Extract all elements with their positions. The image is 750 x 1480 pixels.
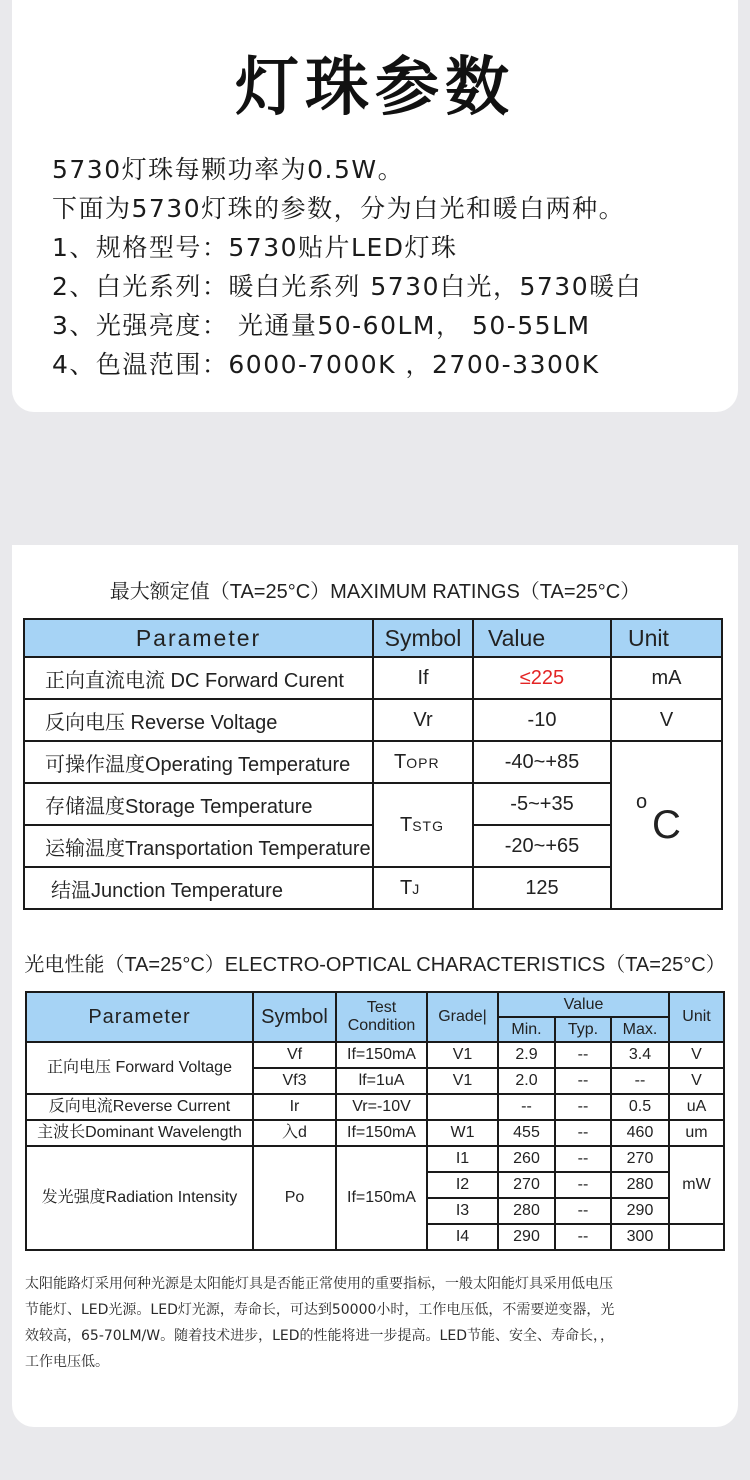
intro-line: 5730灯珠每颗功率为0.5W。 (52, 155, 405, 184)
max-cell: 280 (611, 1172, 669, 1198)
table-row (26, 1120, 724, 1146)
min-cell: 2.9 (498, 1042, 555, 1068)
typ-cell: -- (555, 1094, 611, 1120)
grade-cell: I4 (427, 1224, 498, 1250)
eo-table (25, 991, 725, 1251)
header-test-line2: Condition (347, 1017, 416, 1034)
table-row (24, 657, 722, 699)
symbol-cell (373, 741, 473, 783)
max-cell: 300 (611, 1224, 669, 1250)
param-cell: 可操作温度Operating Temperature (24, 741, 373, 783)
value-cell: -5~+35 (473, 783, 611, 825)
grade-cell: I3 (427, 1198, 498, 1224)
condition-cell: If=150mA (336, 1042, 427, 1068)
grade-cell: V1 (427, 1068, 498, 1094)
header-symbol: Symbol (253, 992, 336, 1042)
param-cell: 发光强度Radiation Intensity (26, 1146, 253, 1250)
header-value: Value (473, 619, 611, 657)
celsius-unit (636, 790, 681, 847)
symbol-cell: Vf3 (253, 1068, 336, 1094)
param-cell: 正向电压 Forward Voltage (26, 1042, 253, 1094)
max-cell: -- (611, 1068, 669, 1094)
symbol-main: T (394, 750, 407, 773)
condition-cell: lf=1uA (336, 1068, 427, 1094)
unit-cell: mW (669, 1146, 724, 1224)
max-cell: 3.4 (611, 1042, 669, 1068)
footer-line: 太阳能路灯采用何种光源是太阳能灯具是否能正常使用的重要指标，一般太阳能灯具采用低电压 (25, 1276, 613, 1292)
value-cell: -10 (473, 699, 611, 741)
page-title: 灯珠参数 (235, 51, 515, 125)
symbol-subscript: J (412, 880, 421, 897)
value-cell: 125 (473, 867, 611, 909)
header-test-condition (336, 992, 427, 1042)
intro-line: 1、规格型号：5730贴片LED灯珠 (52, 233, 458, 262)
grade-cell: I1 (427, 1146, 498, 1172)
unit-cell: V (611, 699, 722, 741)
intro-card (12, 0, 738, 412)
param-cell: 反向电流Reverse Current (26, 1094, 253, 1120)
symbol-cell: If (373, 657, 473, 699)
max-cell: 460 (611, 1120, 669, 1146)
table-header-row (24, 619, 722, 657)
min-cell: 280 (498, 1198, 555, 1224)
unit-cell: uA (669, 1094, 724, 1120)
symbol-subscript: STG (412, 817, 444, 834)
footer-text (25, 1271, 725, 1375)
symbol-cell: Po (253, 1146, 336, 1250)
celsius-letter: C (652, 802, 681, 847)
min-cell: 2.0 (498, 1068, 555, 1094)
table-row (24, 699, 722, 741)
grade-cell (427, 1094, 498, 1120)
footer-line: 工作电压低。 (25, 1354, 109, 1370)
symbol-subscript: OPR (406, 754, 440, 771)
symbol-cell: 入d (253, 1120, 336, 1146)
typ-cell: -- (555, 1120, 611, 1146)
condition-cell: Vr=-10V (336, 1094, 427, 1120)
header-parameter: Parameter (24, 619, 373, 657)
min-cell: 455 (498, 1120, 555, 1146)
unit-cell: V (669, 1042, 724, 1068)
header-grade: Grade| (427, 992, 498, 1042)
max-cell: 270 (611, 1146, 669, 1172)
unit-cell: V (669, 1068, 724, 1094)
intro-line: 3、光强亮度： 光通量50-60LM， 50-55LM (52, 311, 591, 340)
symbol-cell (373, 867, 473, 909)
typ-cell: -- (555, 1068, 611, 1094)
param-cell: 主波长Dominant Wavelength (26, 1120, 253, 1146)
param-cell: 结温Junction Temperature (24, 867, 373, 909)
intro-line: 下面为5730灯珠的参数，分为白光和暖白两种。 (52, 194, 626, 223)
header-parameter: Parameter (26, 992, 253, 1042)
intro-line: 2、白光系列：暖白光系列 5730白光，5730暖白 (52, 272, 643, 301)
grade-cell: I2 (427, 1172, 498, 1198)
header-max: Max. (611, 1017, 669, 1042)
symbol-cell: Vf (253, 1042, 336, 1068)
unit-cell: um (669, 1120, 724, 1146)
table-row (26, 1146, 724, 1172)
intro-line: 4、色温范围：6000-7000K ，2700-3300K (52, 350, 600, 379)
condition-cell: If=150mA (336, 1120, 427, 1146)
table-header-row (26, 992, 724, 1017)
min-cell: 270 (498, 1172, 555, 1198)
min-cell: 290 (498, 1224, 555, 1250)
eo-title: 光电性能（TA=25°C）ELECTRO-OPTICAL CHARACTERISTICS（TA=25°C） (24, 954, 726, 976)
typ-cell: -- (555, 1146, 611, 1172)
header-test-line1: Test (366, 999, 397, 1017)
symbol-cell: Ir (253, 1094, 336, 1120)
typ-cell: -- (555, 1198, 611, 1224)
typ-cell: -- (555, 1172, 611, 1198)
param-cell: 反向电压 Reverse Voltage (24, 699, 373, 741)
symbol-main: T (400, 876, 413, 899)
typ-cell: -- (555, 1224, 611, 1250)
max-cell: 290 (611, 1198, 669, 1224)
degree-mark: o (636, 790, 648, 813)
header-symbol: Symbol (373, 619, 473, 657)
condition-cell: If=150mA (336, 1146, 427, 1250)
footer-line: 效较高，65-70LM/W。随着技术进步，LED的性能将进一步提高。LED节能、安全、寿命长，， (25, 1328, 614, 1344)
min-cell: -- (498, 1094, 555, 1120)
unit-cell: mA (611, 657, 722, 699)
value-cell: -20~+65 (473, 825, 611, 867)
header-unit: Unit (669, 992, 724, 1042)
param-cell: 存储温度Storage Temperature (24, 783, 373, 825)
header-typ: Typ. (555, 1017, 611, 1042)
grade-cell: V1 (427, 1042, 498, 1068)
temp-unit-cell (611, 741, 722, 909)
footer-line: 节能灯、LED光源。LED灯光源，寿命长，可达到50000小时，工作电压低，不需要逆变器，光 (25, 1302, 615, 1318)
max-ratings-table (23, 618, 723, 910)
grade-cell: W1 (427, 1120, 498, 1146)
max-cell: 0.5 (611, 1094, 669, 1120)
value-cell: ≤225 (473, 657, 611, 699)
typ-cell: -- (555, 1042, 611, 1068)
max-ratings-title: 最大额定值（TA=25°C）MAXIMUM RATINGS（TA=25°C） (109, 581, 641, 603)
intro-text (52, 150, 732, 384)
symbol-cell (373, 783, 473, 867)
symbol-cell: Vr (373, 699, 473, 741)
table-row (26, 1094, 724, 1120)
param-cell: 正向直流电流 DC Forward Curent (24, 657, 373, 699)
header-min: Min. (498, 1017, 555, 1042)
header-value: Value (498, 992, 669, 1017)
header-unit: Unit (611, 619, 722, 657)
table-row (24, 741, 722, 783)
symbol-main: T (400, 813, 413, 836)
min-cell: 260 (498, 1146, 555, 1172)
value-cell: -40~+85 (473, 741, 611, 783)
param-cell: 运输温度Transportation Temperature (24, 825, 373, 867)
unit-cell (669, 1224, 724, 1250)
table-row (26, 1042, 724, 1068)
